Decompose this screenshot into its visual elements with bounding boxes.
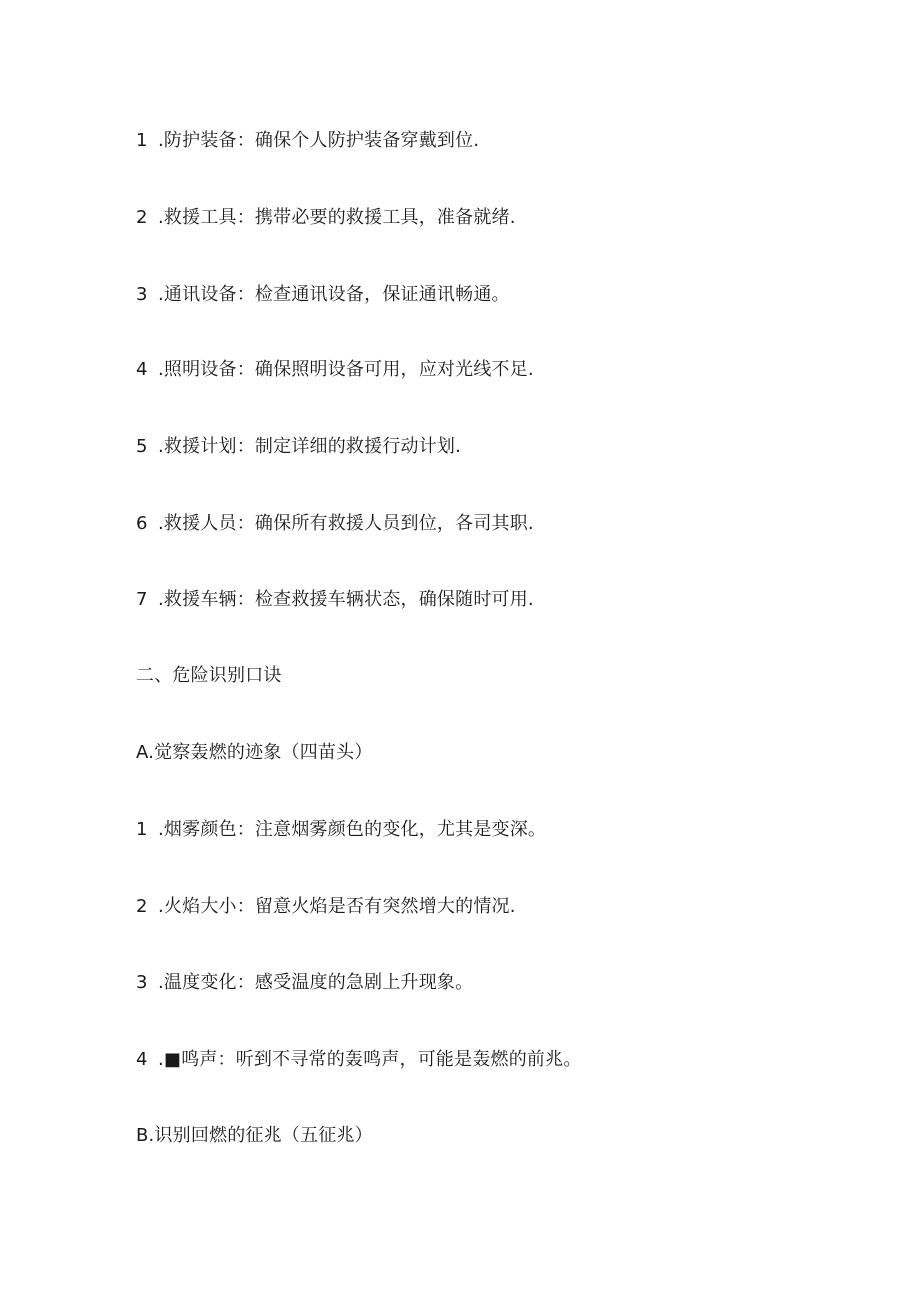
subsection-heading-a: A.觉察轰燃的迹象（四苗头） xyxy=(136,742,373,763)
item-number: 6 xyxy=(136,513,148,534)
list-item xyxy=(136,971,473,995)
item-number: 5 xyxy=(136,436,148,457)
item-number: 1 xyxy=(136,130,148,151)
item-number: 7 xyxy=(136,589,148,610)
item-number: 4 xyxy=(136,359,148,380)
list-item xyxy=(136,512,534,536)
list-item xyxy=(136,206,516,230)
item-text: .救援工具：携带必要的救援工具，准备就绪. xyxy=(158,207,516,228)
list-item xyxy=(136,283,510,307)
item-text: .救援计划：制定详细的救援行动计划. xyxy=(158,436,462,457)
list-item xyxy=(136,1048,582,1072)
list-item xyxy=(136,818,546,842)
subsection-heading-b: B.识别回燃的征兆（五征兆） xyxy=(136,1125,373,1146)
item-text: .救援车辆：检查救援车辆状态，确保随时可用. xyxy=(158,589,534,610)
item-text: .温度变化：感受温度的急剧上升现象。 xyxy=(158,972,474,993)
item-text: .■鸣声：听到不寻常的轰鸣声，可能是轰燃的前兆。 xyxy=(158,1049,582,1070)
item-text: .火焰大小：留意火焰是否有突然增大的情况. xyxy=(158,896,516,917)
item-number: 2 xyxy=(136,896,148,917)
item-number: 3 xyxy=(136,972,148,993)
list-item xyxy=(136,358,534,382)
item-number: 3 xyxy=(136,284,148,305)
item-number: 2 xyxy=(136,207,148,228)
item-text: .通讯设备：检查通讯设备，保证通讯畅通。 xyxy=(158,284,510,305)
list-item xyxy=(136,895,516,919)
item-text: .救援人员：确保所有救援人员到位，各司其职. xyxy=(158,513,534,534)
list-item xyxy=(136,129,479,153)
item-number: 4 xyxy=(136,1049,148,1070)
item-text: .防护装备：确保个人防护装备穿戴到位. xyxy=(158,130,480,151)
list-item xyxy=(136,435,461,459)
section-heading: 二、危险识别口诀 xyxy=(136,665,282,686)
item-text: .烟雾颜色：注意烟雾颜色的变化，尤其是变深。 xyxy=(158,819,547,840)
list-item xyxy=(136,588,534,612)
item-number: 1 xyxy=(136,819,148,840)
item-text: .照明设备：确保照明设备可用，应对光线不足. xyxy=(158,359,534,380)
